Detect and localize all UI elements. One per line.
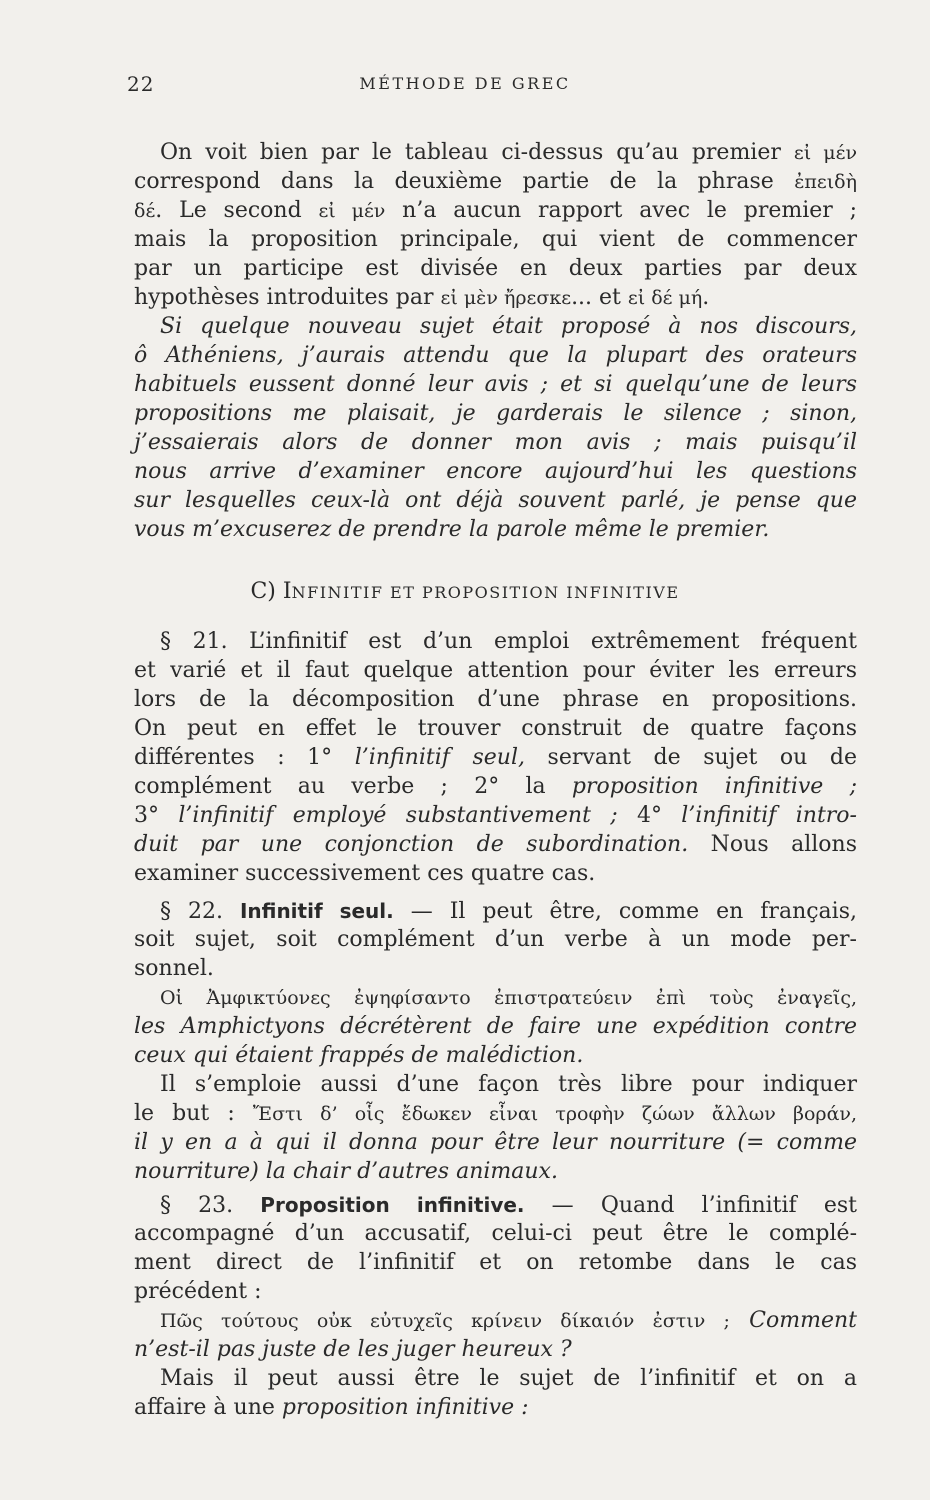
text-line: différentes : 1° l’infinitif seul, servant de sujet ou de xyxy=(134,745,857,770)
text-line: sonnel. xyxy=(134,956,214,981)
italic-line: ô Athéniens, j’aurais attendu que la plupart des orateurs xyxy=(134,343,857,368)
text-line: ment direct de l’infinitif et on retombe dans le cas xyxy=(134,1250,857,1275)
text-line: le but : Ἔστι δ’ οἷς ἔδωκεν εἶναι τροφὴν ζώων ἄλλων βοράν, xyxy=(134,1101,857,1126)
text-line: accompagné d’un accusatif, celui-ci peut être le complé- xyxy=(134,1221,857,1246)
text-line: On voit bien par le tableau ci-dessus qu’au premier εἰ μέν xyxy=(160,140,858,165)
text-line: duit par une conjonction de subordination. Nous allons xyxy=(134,832,857,857)
text-line: § 22. Infinitif seul. — Il peut être, comme en français, xyxy=(160,899,857,924)
section-heading: C) INFINITIF ET PROPOSITION INFINITIVE xyxy=(250,579,680,604)
italic-line: j’essaierais alors de donner mon avis ; mais puisqu’il xyxy=(134,430,857,455)
greek-line: Οἱ Ἀμφικτύονες ἐψηφίσαντο ἐπιστρατεύειν ἐπὶ τοὺς ἐναγεῖς, xyxy=(160,987,857,1009)
italic-line: nourriture) la chair d’autres animaux. xyxy=(134,1159,558,1184)
text-line: par un participe est divisée en deux parties par deux xyxy=(134,256,857,281)
text-line: et varié et il faut quelque attention pour éviter les erreurs xyxy=(134,658,857,683)
text-line: précédent : xyxy=(134,1279,262,1304)
italic-line: ceux qui étaient frappés de malédiction. xyxy=(134,1043,584,1068)
italic-line: propositions me plaisait, je garderais le silence ; sinon, xyxy=(134,401,857,426)
page-number: 22 xyxy=(127,72,155,96)
text-line: § 21. L’infinitif est d’un emploi extrêmement fréquent xyxy=(160,629,857,654)
running-title: MÉTHODE DE GREC xyxy=(359,74,571,93)
text-line: Il s’emploie aussi d’une façon très libre pour indiquer xyxy=(160,1072,857,1097)
page-header xyxy=(0,72,930,102)
text-line: hypothèses introduites par εἰ μὲν ἤρεσκε... et εἰ δέ μή. xyxy=(134,285,710,310)
text-line: 3° l’infinitif employé substantivement ; 4° l’infinitif intro- xyxy=(134,803,857,828)
italic-line: Si quelque nouveau sujet était proposé à nos discours, xyxy=(160,314,857,339)
italic-line: il y en a à qui il donna pour être leur nourriture (= comme xyxy=(134,1130,857,1155)
text-line: soit sujet, soit complément d’un verbe à un mode per- xyxy=(134,927,857,952)
italic-line: les Amphictyons décrétèrent de faire une expédition contre xyxy=(134,1014,857,1039)
text-line: examiner successivement ces quatre cas. xyxy=(134,861,596,886)
italic-line: vous m’excuserez de prendre la parole même le premier. xyxy=(134,517,770,542)
italic-line: habituels eussent donné leur avis ; et si quelqu’une de leurs xyxy=(134,372,857,397)
text-line: affaire à une proposition infinitive : xyxy=(134,1395,529,1420)
italic-line: nous arrive d’examiner encore aujourd’hui les questions xyxy=(134,459,857,484)
text-line: On peut en effet le trouver construit de quatre façons xyxy=(134,716,857,741)
subsection-title: Proposition infinitive. xyxy=(260,1193,525,1217)
italic-line: sur lesquelles ceux-là ont déjà souvent parlé, je pense que xyxy=(134,488,857,513)
text-line: § 23. Proposition infinitive. — Quand l’infinitif est xyxy=(160,1193,857,1218)
text-line: lors de la décomposition d’une phrase en propositions. xyxy=(134,687,857,712)
text-line: Mais il peut aussi être le sujet de l’infinitif et on a xyxy=(160,1366,857,1391)
text-line: correspond dans la deuxième partie de la phrase ἐπειδὴ xyxy=(134,169,857,194)
subsection-title: Infinitif seul. xyxy=(239,899,394,923)
text-line: δέ. Le second εἰ μέν n’a aucun rapport avec le premier ; xyxy=(134,198,858,223)
italic-line: n’est-il pas juste de les juger heureux ? xyxy=(134,1337,572,1362)
text-line: mais la proposition principale, qui vient de commencer xyxy=(134,227,857,252)
greek-line: Πῶς τούτους οὐκ εὐτυχεῖς κρίνειν δίκαιόν ἐστιν ; Comment xyxy=(160,1308,857,1333)
text-line: complément au verbe ; 2° la proposition infinitive ; xyxy=(134,774,857,799)
